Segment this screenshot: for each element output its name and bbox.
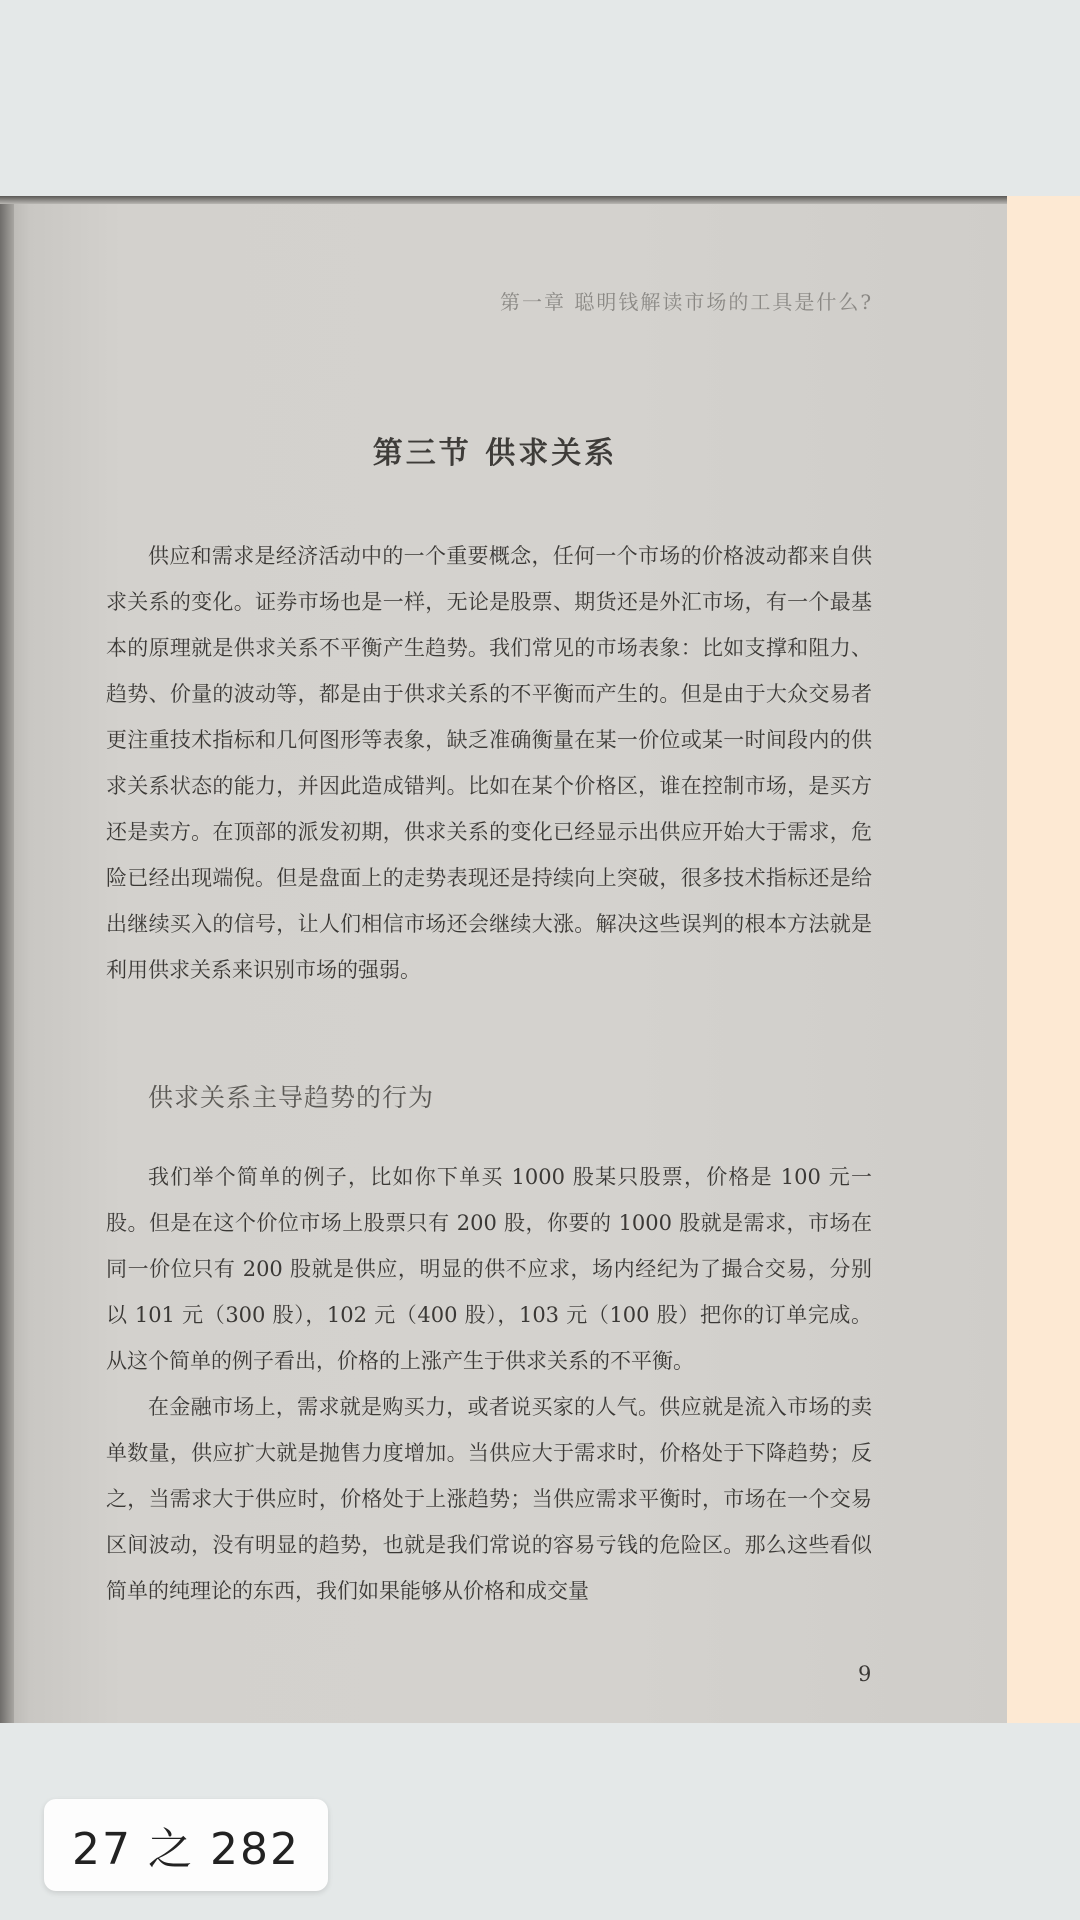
viewer-top-bar <box>0 0 1080 196</box>
paragraph-2: 我们举个简单的例子，比如你下单买 1000 股某只股票，价格是 100 元一股。但是在这个价位市场上股票只有 200 股，你要的 1000 股就是需求，市场在同一价位只有 200 股就是供应，明显的供不应求，场内经纪为了撮合交易，分别以 101 元（300 股），102 元（400 股），103 元（100 股）把你的订单完成。从这个简单的例子看出，价格的上涨产生于供求关系的不平衡。 <box>106 1165 872 1373</box>
running-header: 第一章 聪明钱解读市场的工具是什么? <box>500 290 874 314</box>
section-title: 第三节 供求关系 <box>372 436 618 471</box>
subheading: 供求关系主导趋势的行为 <box>148 1083 435 1112</box>
page-indicator[interactable]: 27 之 282 <box>44 1799 328 1891</box>
right-margin-strip <box>1007 196 1080 1723</box>
page-top-edge <box>0 196 1007 204</box>
page-number: 9 <box>858 1662 872 1686</box>
paragraph-1: 供应和需求是经济活动中的一个重要概念，任何一个市场的价格波动都来自供求关系的变化。证券市场也是一样，无论是股票、期货还是外汇市场，有一个最基本的原理就是供求关系不平衡产生趋势。我们常见的市场表象：比如支撑和阻力、趋势、价量的波动等，都是由于供求关系的不平衡而产生的。但是由于大众交易者更注重技术指标和几何图形等表象，缺乏准确衡量在某一价位或某一时间段内的供求关系状态的能力，并因此造成错判。比如在某个价格区，谁在控制市场，是买方还是卖方。在顶部的派发初期，供求关系的变化已经显示出供应开始大于需求，危险已经出现端倪。但是盘面上的走势表现还是持续向上突破，很多技术指标还是给出继续买入的信号，让人们相信市场还会继续大涨。解决这些误判的根本方法就是利用供求关系来识别市场的强弱。 <box>106 544 872 982</box>
page-binding-shadow <box>0 196 14 1723</box>
paragraph-3: 在金融市场上，需求就是购买力，或者说买家的人气。供应就是流入市场的卖单数量，供应扩大就是抛售力度增加。当供应大于需求时，价格处于下降趋势；反之，当需求大于供应时，价格处于上涨趋势；当供应需求平衡时，市场在一个交易区间波动，没有明显的趋势，也就是我们常说的容易亏钱的危险区。那么这些看似简单的纯理论的东西，我们如果能够从价格和成交量 <box>106 1395 872 1603</box>
